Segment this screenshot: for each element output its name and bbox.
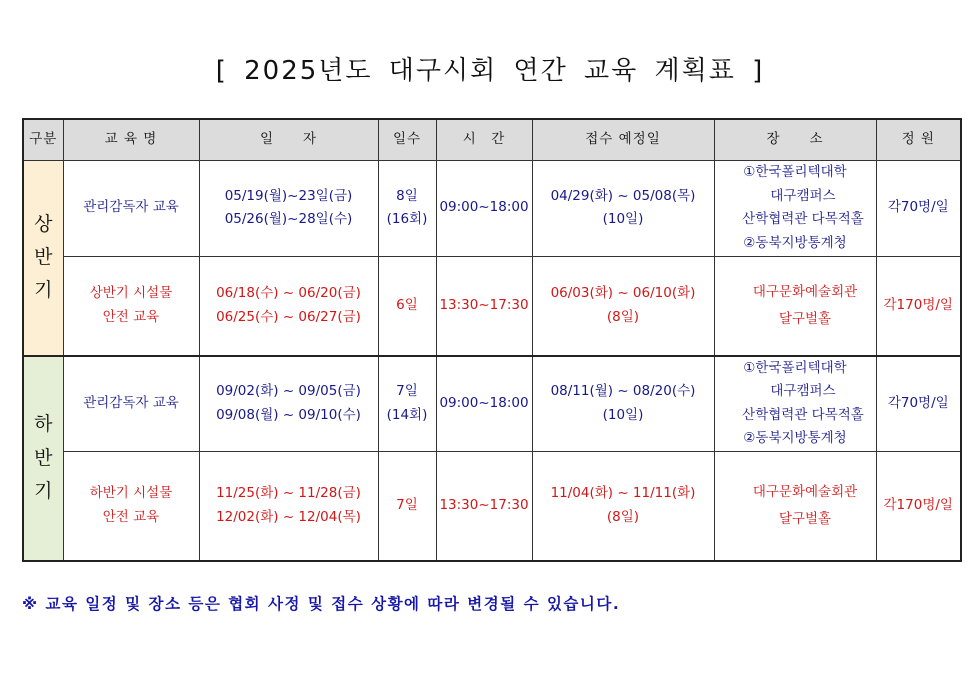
date-line: 09/02(화) ~ 09/05(금) [216, 383, 361, 400]
place-line: 대구캠퍼스 [770, 187, 836, 204]
course-place [714, 452, 876, 562]
course-dates [199, 452, 378, 562]
course-dates [199, 161, 378, 257]
header-time: 시 간 [436, 119, 532, 161]
course-time: 09:00~18:00 [436, 356, 532, 452]
header-reception: 접수 예정일 [532, 119, 714, 161]
place-line: 산학협력관 다목적홀 [742, 406, 864, 423]
course-place [714, 256, 876, 356]
course-days: 7일 [378, 452, 436, 562]
course-place [714, 356, 876, 452]
course-place [714, 161, 876, 257]
course-reception [532, 356, 714, 452]
reception-range: 11/04(화) ~ 11/11(화) [550, 485, 696, 502]
reception-range: 04/29(화) ~ 05/08(목) [550, 187, 696, 204]
place-line: 달구벌홀 [778, 310, 832, 327]
course-days: 6일 [378, 256, 436, 356]
course-name: 관리감독자 교육 [63, 161, 199, 257]
table-header-row [23, 119, 961, 161]
reception-days: (10일) [602, 406, 644, 423]
course-capacity: 각170명/일 [876, 256, 961, 356]
reception-range: 06/03(화) ~ 06/10(화) [550, 284, 696, 301]
name-line: 하반기 시설물 [89, 485, 173, 502]
table-row [23, 452, 961, 562]
course-reception [532, 452, 714, 562]
place-line: 달구벌홀 [778, 511, 832, 527]
header-days: 일수 [378, 119, 436, 161]
table-row [23, 356, 961, 452]
name-line: 안전 교육 [102, 308, 160, 325]
date-line: 06/25(수) ~ 06/27(금) [216, 308, 361, 325]
place-line: 대구캠퍼스 [770, 383, 836, 400]
course-dates [199, 356, 378, 452]
place-line: 산학협력관 다목적홀 [742, 211, 864, 228]
course-dates [199, 256, 378, 356]
course-time: 13:30~17:30 [436, 452, 532, 562]
sessions-line: (16회) [386, 211, 428, 228]
name-line: 안전 교육 [102, 509, 160, 525]
date-line: 12/02(화) ~ 12/04(목) [216, 509, 361, 525]
course-name: 관리감독자 교육 [63, 356, 199, 452]
reception-days: (8일) [606, 509, 640, 525]
place-line: ②동북지방통계청 [743, 430, 847, 447]
page-title: [ 2025년도 대구시회 연간 교육 계획표 ] [215, 56, 765, 86]
reception-days: (10일) [602, 211, 644, 228]
table-row [23, 161, 961, 257]
date-line: 09/08(월) ~ 09/10(수) [216, 406, 361, 423]
name-line: 상반기 시설물 [89, 284, 173, 301]
course-capacity: 각70명/일 [876, 356, 961, 452]
date-line: 05/19(월)~23일(금) [224, 187, 353, 204]
second-half-label: 하 반 기 [23, 356, 63, 562]
education-plan-table [22, 118, 962, 562]
place-line: 대구문화예술회관 [752, 283, 858, 300]
date-line: 06/18(수) ~ 06/20(금) [216, 284, 361, 301]
reception-days: (8일) [606, 308, 640, 325]
first-half-label: 상 반 기 [23, 161, 63, 356]
header-place: 장 소 [714, 119, 876, 161]
place-line: 대구문화예술회관 [752, 484, 858, 500]
course-capacity: 각70명/일 [876, 161, 961, 257]
header-category: 구분 [23, 119, 63, 161]
course-time: 09:00~18:00 [436, 161, 532, 257]
place-line: ②동북지방통계청 [743, 234, 847, 251]
place-line: ①한국폴리텍대학 [743, 164, 847, 180]
course-time: 13:30~17:30 [436, 256, 532, 356]
place-line: ①한국폴리텍대학 [743, 359, 847, 376]
course-days [378, 356, 436, 452]
course-name [63, 452, 199, 562]
days-line: 8일 [396, 187, 418, 204]
course-name [63, 256, 199, 356]
header-dates: 일 자 [199, 119, 378, 161]
days-line: 7일 [396, 383, 418, 400]
reception-range: 08/11(월) ~ 08/20(수) [550, 383, 696, 400]
course-reception [532, 256, 714, 356]
table-row [23, 256, 961, 356]
date-line: 11/25(화) ~ 11/28(금) [216, 485, 361, 502]
date-line: 05/26(월)~28일(수) [224, 211, 353, 228]
header-course-name: 교 육 명 [63, 119, 199, 161]
course-days [378, 161, 436, 257]
course-reception [532, 161, 714, 257]
header-capacity: 정 원 [876, 119, 961, 161]
sessions-line: (14회) [386, 406, 428, 423]
notice-text: ※ 교육 일정 및 장소 등은 협회 사정 및 접수 상황에 따라 변경될 수 있습니다. [22, 595, 621, 613]
course-capacity: 각170명/일 [876, 452, 961, 562]
